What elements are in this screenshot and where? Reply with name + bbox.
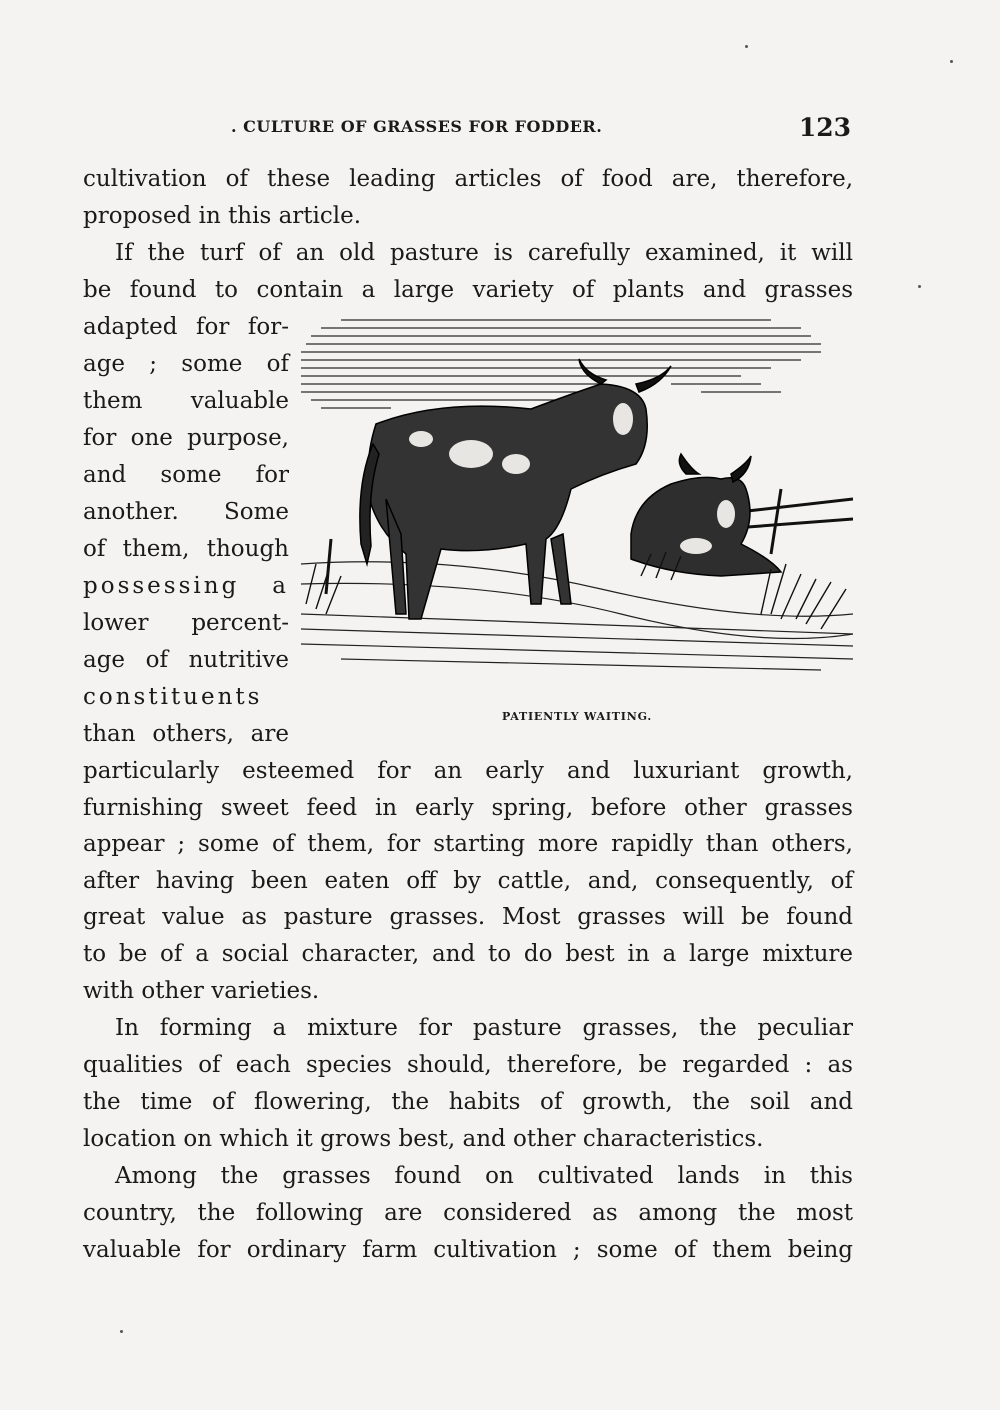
text-line: great value as pasture grasses. Most grasses will be found bbox=[83, 904, 853, 930]
running-title: . CULTURE OF GRASSES FOR FODDER. bbox=[231, 117, 603, 136]
text-line: them valuable bbox=[83, 388, 289, 414]
text-line: qualities of each species should, therefore, be regarded : as bbox=[83, 1052, 853, 1078]
cattle-engraving bbox=[301, 314, 853, 680]
running-head bbox=[83, 113, 853, 142]
text-line: country, the following are considered as among the most bbox=[83, 1200, 853, 1226]
text-line: age of nutritive bbox=[83, 647, 289, 673]
text-line: cultivation of these leading articles of food are, therefore, bbox=[83, 166, 853, 192]
text-line: appear ; some of them, for starting more rapidly than others, bbox=[83, 831, 853, 857]
text-line: possessing a bbox=[83, 573, 289, 599]
text-line: constituents bbox=[83, 684, 263, 710]
text-line: If the turf of an old pasture is carefully examined, it will bbox=[115, 240, 853, 266]
figure-caption: PATIENTLY WAITING. bbox=[501, 710, 653, 723]
text-line: particularly esteemed for an early and luxuriant growth, bbox=[83, 758, 853, 784]
text-line: age ; some of bbox=[83, 351, 289, 377]
text-line: adapted for for- bbox=[83, 314, 289, 340]
text-line: In forming a mixture for pasture grasses, the peculiar bbox=[115, 1015, 853, 1041]
text-line: lower percent- bbox=[83, 610, 289, 636]
text-line: valuable for ordinary farm cultivation ; some of them being bbox=[83, 1237, 853, 1263]
text-line: furnishing sweet feed in early spring, before other grasses bbox=[83, 795, 853, 821]
text-line: be found to contain a large variety of plants and grasses bbox=[83, 277, 853, 303]
book-page bbox=[83, 0, 853, 1410]
text-line: to be of a social character, and to do best in a large mixture bbox=[83, 941, 853, 967]
text-line: for one purpose, bbox=[83, 425, 289, 451]
text-line: location on which it grows best, and other characteristics. bbox=[83, 1126, 764, 1152]
paper-speck bbox=[950, 60, 953, 63]
page-number: 123 bbox=[798, 113, 851, 142]
text-line: and some for bbox=[83, 462, 289, 488]
paper-speck bbox=[918, 285, 921, 288]
text-line: the time of flowering, the habits of growth, the soil and bbox=[83, 1089, 853, 1115]
text-line: of them, though bbox=[83, 536, 289, 562]
text-line: proposed in this article. bbox=[83, 203, 362, 229]
text-line: Among the grasses found on cultivated lands in this bbox=[115, 1163, 853, 1189]
text-line: after having been eaten off by cattle, and, consequently, of bbox=[83, 868, 853, 894]
paper-speck bbox=[120, 1330, 123, 1333]
text-line: than others, are bbox=[83, 721, 289, 747]
text-line: another. Some bbox=[83, 499, 289, 525]
text-line: with other varieties. bbox=[83, 978, 320, 1004]
engraving-patiently-waiting bbox=[301, 314, 853, 680]
paper-speck bbox=[745, 45, 748, 48]
